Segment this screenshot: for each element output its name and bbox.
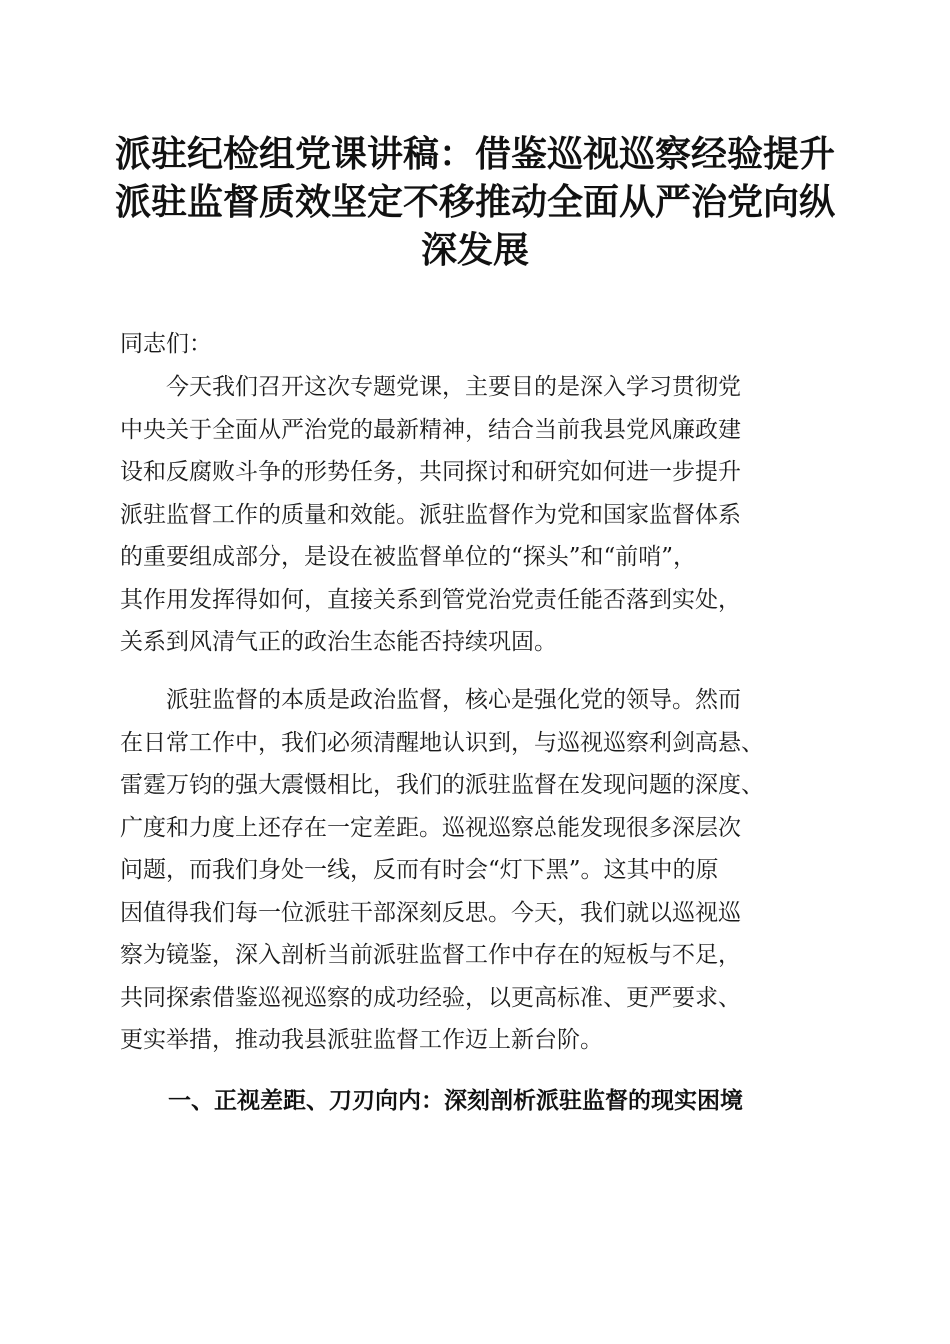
paragraph-2	[120, 679, 860, 1062]
paragraph-line: 今天我们召开这次专题党课，主要目的是深入学习贯彻党	[120, 374, 741, 400]
paragraph-line: 更实举措，推动我县派驻监督工作迈上新台阶。	[120, 1027, 603, 1053]
paragraph-line: 中央关于全面从严治党的最新精神，结合当前我县党风廉政建	[120, 416, 741, 443]
paragraph-line: 察为镜鉴，深入剖析当前派驻监督工作中存在的短板与不足，	[120, 942, 741, 968]
salutation-text: 同志们：	[120, 331, 212, 357]
paragraph-line: 因值得我们每一位派驻干部深刻反思。今天，我们就以巡视巡	[120, 899, 741, 926]
title-line: 深发展	[420, 229, 529, 271]
paragraph-line: 在日常工作中，我们必须清醒地认识到，与巡视巡察利剑高悬、	[120, 729, 764, 756]
paragraph-line: 雷霆万钧的强大震慑相比，我们的派驻监督在发现问题的深度、	[120, 772, 764, 798]
paragraph-1	[120, 366, 860, 664]
paragraph-line: 其作用发挥得如何，直接关系到管党治党责任能否落到实处，	[120, 586, 741, 613]
salutation	[120, 323, 860, 366]
paragraph-line: 的重要组成部分，是设在被监督单位的“探头”和“前哨”，	[120, 544, 697, 570]
paragraph-line: 派驻监督的本质是政治监督，核心是强化党的领导。然而	[120, 687, 741, 713]
document-title	[100, 130, 850, 274]
paragraph-line: 设和反腐败斗争的形势任务，共同探讨和研究如何进一步提升	[120, 459, 741, 485]
title-line: 派驻纪检组党课讲稿：借鉴巡视巡察经验提升	[114, 133, 835, 175]
paragraph-line: 广度和力度上还存在一定差距。巡视巡察总能发现很多深层次	[120, 814, 741, 841]
paragraph-line: 关系到风清气正的政治生态能否持续巩固。	[120, 629, 557, 655]
paragraph-line: 共同探索借鉴巡视巡察的成功经验，以更高标准、更严要求、	[120, 984, 741, 1011]
paragraph-line: 问题，而我们身处一线，反而有时会“灯下黑”。这其中的原	[120, 857, 719, 883]
section-heading: 一、正视差距、刀刃向内：深刻剖析派驻监督的现实困境	[168, 1088, 743, 1114]
title-line: 派驻监督质效坚定不移推动全面从严治党向纵	[114, 181, 835, 223]
paragraph-line: 派驻监督工作的质量和效能。派驻监督作为党和国家监督体系	[120, 501, 741, 528]
